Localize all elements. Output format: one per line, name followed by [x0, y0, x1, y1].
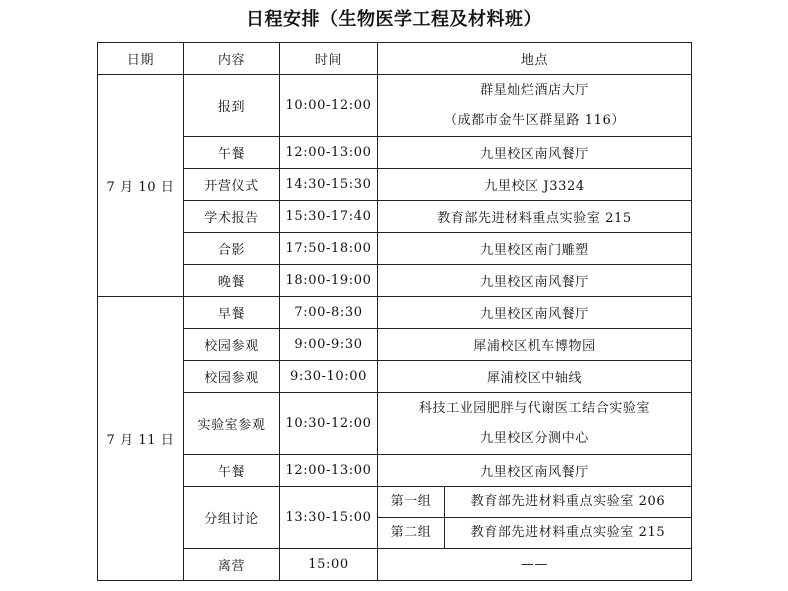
table-row — [98, 233, 692, 265]
place-cell — [378, 75, 692, 137]
content-cell: 学术报告 — [184, 201, 280, 233]
place-cell: 教育部先进材料重点实验室 215 — [378, 201, 692, 233]
time-cell: 13:30-15:00 — [280, 487, 378, 549]
header-place: 地点 — [378, 43, 692, 75]
group-place: 教育部先进材料重点实验室 206 — [470, 494, 666, 509]
page-title: 日程安排（生物医学工程及材料班） — [246, 9, 542, 30]
group-row — [378, 518, 691, 548]
table-row — [98, 393, 692, 455]
place-cell: 犀浦校区中轴线 — [378, 361, 692, 393]
table-row — [98, 455, 692, 487]
place-line: （成都市金牛区群星路 116） — [444, 113, 625, 128]
place-cell: 九里校区南风餐厅 — [378, 297, 692, 329]
table-row — [98, 549, 692, 581]
table-row — [98, 487, 692, 549]
place-cell: —— — [378, 549, 692, 581]
table-row — [98, 265, 692, 297]
time-cell: 15:00 — [280, 549, 378, 581]
group-place: 教育部先进材料重点实验室 215 — [470, 525, 666, 540]
place-cell: 九里校区南风餐厅 — [378, 455, 692, 487]
content-cell: 校园参观 — [184, 329, 280, 361]
table-row — [98, 169, 692, 201]
place-cell: 犀浦校区机车博物园 — [378, 329, 692, 361]
table-row — [98, 201, 692, 233]
place-cell: 九里校区南风餐厅 — [378, 137, 692, 169]
date-cell-day2: 7 月 11 日 — [98, 297, 184, 581]
time-cell: 12:00-13:00 — [280, 455, 378, 487]
time-cell: 9:30-10:00 — [280, 361, 378, 393]
content-cell: 实验室参观 — [184, 393, 280, 455]
place-line: 九里校区分测中心 — [480, 431, 589, 446]
table-row — [98, 297, 692, 329]
time-cell: 10:30-12:00 — [280, 393, 378, 455]
table-row — [98, 75, 692, 137]
time-cell: 12:00-13:00 — [280, 137, 378, 169]
time-cell: 15:30-17:40 — [280, 201, 378, 233]
time-cell: 17:50-18:00 — [280, 233, 378, 265]
content-cell: 分组讨论 — [184, 487, 280, 549]
time-cell: 9:00-9:30 — [280, 329, 378, 361]
content-cell: 离营 — [184, 549, 280, 581]
table-row — [98, 329, 692, 361]
time-cell: 10:00-12:00 — [280, 75, 378, 137]
header-content: 内容 — [184, 43, 280, 75]
content-cell: 报到 — [184, 75, 280, 137]
header-date: 日期 — [98, 43, 184, 75]
time-cell: 7:00-8:30 — [280, 297, 378, 329]
place-line: 科技工业园肥胖与代谢医工结合实验室 — [418, 401, 651, 416]
time-cell: 18:00-19:00 — [280, 265, 378, 297]
date-cell-day1: 7 月 10 日 — [98, 75, 184, 297]
content-cell: 合影 — [184, 233, 280, 265]
table-row — [98, 361, 692, 393]
place-cell: 九里校区南门雕塑 — [378, 233, 692, 265]
place-cell — [378, 393, 692, 455]
group-row — [378, 487, 691, 518]
content-cell: 校园参观 — [184, 361, 280, 393]
header-time: 时间 — [280, 43, 378, 75]
content-cell: 午餐 — [184, 137, 280, 169]
content-cell: 午餐 — [184, 455, 280, 487]
content-cell: 早餐 — [184, 297, 280, 329]
content-cell: 晚餐 — [184, 265, 280, 297]
place-cell: 九里校区南风餐厅 — [378, 265, 692, 297]
table-header-row — [98, 43, 692, 75]
time-cell: 14:30-15:30 — [280, 169, 378, 201]
content-cell: 开营仪式 — [184, 169, 280, 201]
schedule-table — [97, 42, 692, 581]
table-row — [98, 137, 692, 169]
group-name: 第二组 — [378, 518, 445, 548]
place-line: 群星灿烂酒店大厅 — [480, 83, 589, 98]
place-cell: 九里校区 J3324 — [378, 169, 692, 201]
group-place-cell — [378, 487, 692, 549]
group-name: 第一组 — [378, 487, 445, 517]
